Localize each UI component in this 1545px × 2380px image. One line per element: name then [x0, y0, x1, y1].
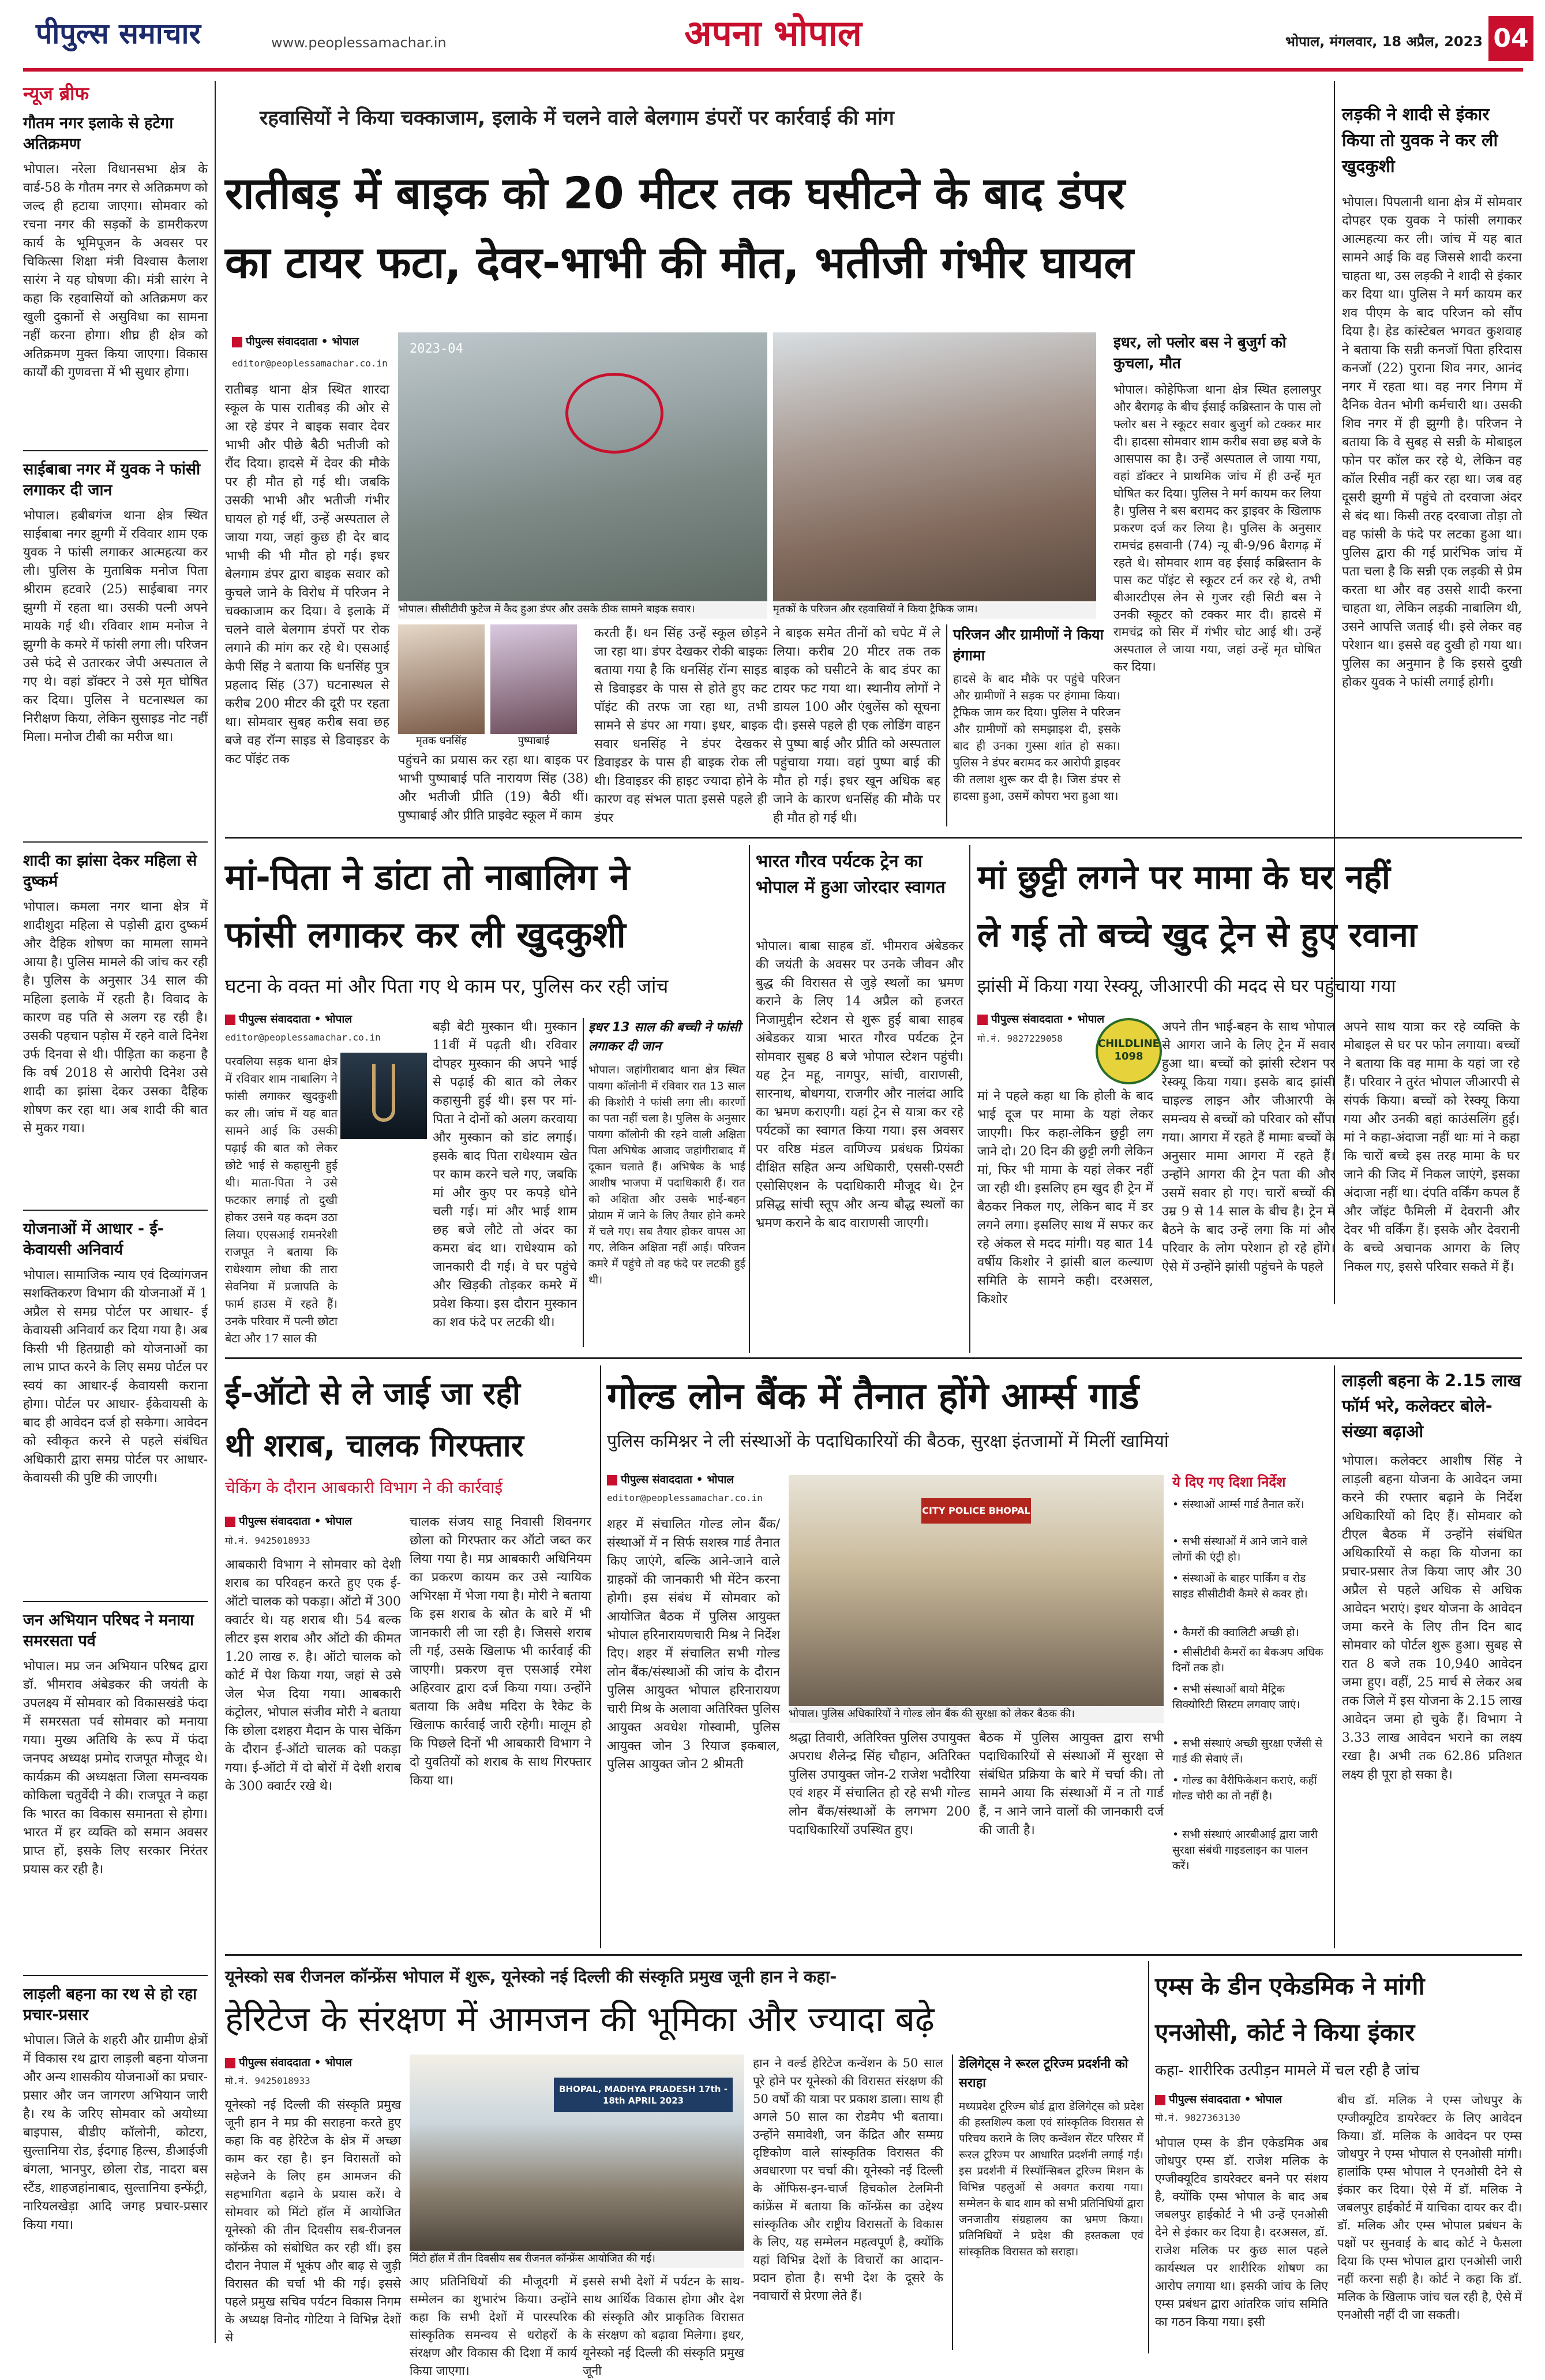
byline-text: पीपुल्स संवाददाता • भोपाल: [621, 1473, 734, 1486]
story-deck: कहा- शारीरिक उत्पीड़न मामले में चल रही है जांच: [1155, 2062, 1420, 2079]
directive-item: • सभी संस्थाओं बायो मैट्रिक सिक्योरिटी सिस्टम लगवाए जाएं।: [1172, 1683, 1300, 1711]
brief-title: साईबाबा नगर में युवक ने फांसी लगाकर दी जान: [23, 461, 201, 499]
story-headline: भारत गौरव पर्यटक ट्रेन का भोपाल में हुआ जोरदार स्वागत: [756, 851, 946, 897]
story-deck: झांसी में किया गया रेस्क्यू, जीआरपी की मदद से घर पहुंचाया गया: [977, 976, 1396, 997]
victim-photo: [490, 624, 577, 734]
byline-marker-icon: [225, 1015, 235, 1025]
sidebox-body: हादसे के बाद मौके पर पहुंचे परिजन और ग्रामीणों ने सड़क पर हंगामा किया। ट्रैफिक जाम कर दिया। पुलिस ने परिजन और ग्रामीणों को समझाइश दी, इसके बाद ही उनका गुस्सा शांत हो सका। पुलिस ने डंपर बरामद कर आरोपी ड्राइवर की तलाश शुरू कर दी है। जिस डंपर से हादसा हुआ, उसमें कोपरा भरा हुआ था।: [953, 672, 1120, 803]
police-banner: CITY POLICE BHOPAL: [921, 1498, 1031, 1524]
low-floor-bus-story: [1108, 332, 1327, 829]
directive-item: • कैमरों की क्वालिटी अच्छी हो।: [1172, 1626, 1299, 1639]
story-column-1: परवलिया सड़क थाना क्षेत्र में रविवार शाम नाबालिग ने फांसी लगाकर खुदकुशी कर ली। जांच में यह बात सामने आई कि उसकी पढ़ाई की बात को लेकर छोटे भाई से कहासुनी हुई थी। माता-पिता ने उसे फटकार लगाई तो दुखी होकर उसने यह कदम उठा लिया। एएसआई रामनरेशी राजपूत ने बताया कि राधेश्याम लोधा की तारा सेवनिया में प्रजापति के फार्म हाउस में रहते हैं। उनके परिवार में पत्नी छोटा बेटा और 17 साल की: [225, 1054, 337, 1345]
byline-text: पीपुल्स संवाददाता • भोपाल: [246, 335, 359, 348]
sidebox-title: इधर 13 साल की बच्ची ने फांसी लगाकर दी जान: [588, 1020, 741, 1054]
photo-caption: भोपाल। सीसीटीवी फुटेज में कैद हुआ डंपर और उसके ठीक सामने बाइक सवार।: [398, 603, 767, 619]
story-column-1: यूनेस्को नई दिल्ली की संस्कृति प्रमुख जूनी हान ने मप्र की सराहना करते हुए कहा कि वह हेरिटेज के क्षेत्र में अच्छा काम कर रहा है। इन विरासतों को सहेजने के लिए हम आमजन की सहभागिता बढ़ाने के प्रयास करें। वे सोमवार को मिंटो हॉल में आयोजित यूनेस्को की तीन दिवसीय सब-रीजनल कॉन्फ्रेंस को संबोधित कर रही थीं। इस दौरान नेपाल में भूकंप और बाढ़ से जुड़ी विरासत की चर्चा भी की गई। इससे पहले प्रमुख सचिव पर्यटन विकास निगम के अध्यक्ष विनोद गोटिया ने विभिन्न देशों से: [225, 2098, 401, 2344]
story-email[interactable]: editor@peoplessamachar.co.in: [225, 1032, 381, 1043]
story-headline: हेरिटेज के संरक्षण में आमजन की भूमिका और ज्यादा बढ़े: [225, 1999, 935, 2040]
story-column-2: बड़ी बेटी मुस्कान थी। मुस्कान 11वीं में पढ़ती थी। रविवार दोपहर मुस्कान की अपने भाई से पढ़ाई की बात को लेकर कहासुनी हुई थी। इस पर मां-पिता ने दोनों को अलग करवाया और मुस्कान को डांट लगाई। इसके बाद पिता राधेश्याम खेत पर काम करने चले गए, जबकि मां और कुए पर कपड़े धोने चली गई। मां और भाई शाम छह बजे लौटे तो अंदर का कमरा बंद था। राधेश्याम को जानकारी दी गई। वे घर पहुंचे और खिड़की तोड़कर कमरे में प्रवेश किया। इस दौरान मुस्कान का शव फंदे पर लटकी थी।: [433, 1020, 577, 1330]
byline-text: पीपुल्स संवाददाता • भोपाल: [239, 1515, 352, 1528]
story-column-2: आए प्रतिनिधियों की मौजूदगी में सम्मेलन का शुभारंभ किया। उन्होंने कहा कि सभी देशों में पारस्परिक सांस्कृतिक समन्वय से धरोहरों के संरक्षण और विकास की दिशा में कार्य किया जाएगा।: [410, 2274, 577, 2378]
story-column-1: भोपाल एम्स के डीन एकेडमिक अब जोधपुर एम्स डॉ. राजेश मलिक के एग्जीक्यूटिव डायरेक्टर बनने पर संशय है, क्योंकि एम्स भोपाल के बाद अब जबलपुर हाईकोर्ट ने भी उन्हें एनओसी देने से इंकार कर दिया है। दरअसल, डॉ. राजेश मलिक पर कुछ साल पहले कार्यस्थल पर शारीरिक शोषण का आरोप लगाया था। इसकी जांच के लिए एम्स प्रबंधन द्वारा आंतरिक जांच समिति का गठन किया गया। इसी: [1155, 2136, 1328, 2329]
right-story-title: लाड़ली बहना के 2.15 लाख फॉर्म भरे, कलेक्टर बोले-संख्या बढ़ाओ: [1342, 1371, 1521, 1441]
brief-item: [23, 1219, 208, 1594]
children-train-story: [977, 845, 1522, 1353]
story-column-3: बैठक में पुलिस आयुक्त द्वारा सभी पदाधिकारियों से संस्थाओं में सुरक्षा से संबंधित प्रक्रिया के बारे में चर्चा की। तो सामने आया कि संस्थाओं में न तो गार्ड हैं, न आने जाने वालों की जानकारी दर्ज की जाती है।: [979, 1731, 1164, 1838]
story-byline: [225, 1011, 398, 1027]
lead-column-3: करती हैं। धन सिंह उन्हें स्कूल छोड़ने जा रहा था। डंपर देखकर रोकी बाइकः बताया गया है कि धनसिंह रॉन्ग साइड से डिवाइडर के पास से होते हुए कट पॉइंट की तरफ जा रहा था, तभी सामने से डंपर आ गया। इधर, बाइक सवार धनसिंह ने डंपर देखकर डिवाइडर के पास ही बाइक रोक ली थी। डिवाइडर की हाइट ज्यादा होने के कारण वह संभल पाता इससे पहले ही डंपर: [594, 626, 767, 825]
brief-item: [23, 1984, 208, 2342]
cctv-timestamp: 2023-04: [410, 342, 463, 356]
story-column-1: आबकारी विभाग ने सोमवार को देशी शराब का परिवहन करते हुए एक ई-ऑटो चालक को पकड़ा। ऑटो में 300 क्वार्टर थे। यह शराब थी। 54 बल्क लीटर इस शराब और ऑटो की कीमत 1.20 लाख रु. है। ऑटो चालक को कोर्ट में पेश किया गया, जहां से उसे जेल भेज दिया गया। आबकारी कंट्रोलर, भोपाल संजीव मोरी ने बताया कि छोला दशहरा मैदान के पास चेकिंग के दौरान ई-ऑटो चालक को पकड़ा गया। ई-ऑटो में दो बोरों में देशी शराब के 300 क्वार्टर रखे थे।: [225, 1558, 401, 1794]
column-divider: [1334, 1365, 1335, 1948]
masthead: [0, 0, 1545, 68]
story-headline: ई-ऑटो से ले जाई जा रही: [225, 1375, 520, 1412]
story-headline: मां छुट्टी लगने पर मामा के घर नहीं: [977, 858, 1390, 897]
right-story-title: लड़की ने शादी से इंकार किया तो युवक ने कर ली खुदकुशी: [1342, 104, 1498, 177]
highlight-circle-icon: [565, 373, 663, 454]
dateline: भोपाल, मंगलवार, 18 अप्रैल, 2023: [1285, 33, 1483, 50]
conference-photo: [410, 2055, 744, 2251]
story-byline: [225, 1513, 398, 1529]
column-divider: [749, 845, 750, 1353]
lead-column-4: ने बाइक समेत तीनों को चपेट में ले लिया। करीब 20 मीटर तक तक बाइक को घसीटने के बाद डंपर का टायर फट गया था। स्थानीय लोगों ने डायल 100 और एंबुलेंस को सूचना दी। इससे पहले ही एक लोडिंग वाहन से पुष्पा बाई और प्रीति को अस्पताल पहुंचाया गया। वहां पुष्पा बाई की मौत हो गई। इधर खून अधिक बह जाने के कारण धनसिंह की मौके पर ही मौत हो गई थी।: [773, 626, 940, 825]
story-kicker: यूनेस्को सब रीजनल कॉन्फ्रेंस भोपाल में शुरू, यूनेस्को नई दिल्ली की संस्कृति प्रमुख जूनी हान ने कहा-: [225, 1967, 837, 1986]
story-mobile[interactable]: मो.नं. 9425018933: [225, 2075, 310, 2086]
photo-caption: मृतकों के परिजन और रहवासियों ने किया ट्रैफिक जाम।: [773, 603, 1096, 619]
brief-body: भोपाल। मप्र जन अभियान परिषद द्वारा डॉ. भीमराव अंबेडकर की जयंती के उपलक्ष्य में सोमवार को विकासखंडे फंदा में समरसता पर्व सोमवार को मनाया गया। मुख्य अतिथि के रूप में फंदा जनपद अध्यक्ष प्रमोद राजपूत मौजूद थे। कार्यक्रम की अध्यक्षता जिला समन्वयक कोकिला चतुर्वेदी ने की। राजपूत ने कहा कि भारत का विकास समानता से होगा। भारत में हर व्यक्ति को समान अवसर प्राप्त हों, इसके लिए सरकार निरंतर प्रयास कर रही है।: [23, 1659, 208, 1877]
cctv-photo: [398, 332, 767, 601]
newspaper-logo: पीपुल्स समाचार: [36, 17, 201, 50]
byline-marker-icon: [225, 2058, 235, 2068]
lead-email[interactable]: editor@peoplessamachar.co.in: [232, 358, 388, 369]
brief-divider: [23, 1975, 208, 1976]
story-headline-2: थी शराब, चालक गिरफ्तार: [225, 1427, 524, 1464]
brief-item: [23, 459, 208, 835]
brief-divider: [23, 450, 208, 451]
story-deck: घटना के वक्त मां और पिता गए थे काम पर, पुलिस कर रही जांच: [225, 975, 669, 997]
column-divider: [600, 1365, 601, 1948]
brief-body: भोपाल। नरेला विधानसभा क्षेत्र के वार्ड-58 के गौतम नगर से अतिक्रमण को जल्द ही हटाया जाएगा। सोमवार को रचना नगर की सड़कों के डामरीकरण कार्य के भूमिपूजन के अवसर पर चिकित्सा शिक्षा मंत्री विश्वास कैलाश सारंग ने यह घोषणा की। मंत्री सारंग ने कहा कि रहवासियों को अतिक्रमण कर खुली दुकानों से असुविधा का सामना नहीं करना होगा। शीघ्र ही क्षेत्र को अतिक्रमण मुक्त किया जाएगा। विकास कार्यों की गुणवत्ता में भी सुधार होगा।: [23, 162, 208, 380]
byline-marker-icon: [977, 1015, 988, 1025]
brief-item: [23, 113, 208, 443]
lead-story: [225, 75, 1327, 831]
story-column-3: अपने साथ यात्रा कर रहे व्यक्ति के मोबाइल से घर पर फोन लगाया। बच्चों ने बताया कि वह मामा के यहां जा रहे हैं। परिवार ने तुरंत भोपाल जीआरपी से संपर्क किया। बच्चों को रेस्क्यू किया गया और उनकी बहां काउंसलिंग हुई। मां ने कहा-अंदाजा नहीं थाः मां ने कहा कि चारों बच्चे इस तरह मामा के घर जाने की जिद में निकल जाएंगे, इसका अंदाजा नहीं था। दंपति वर्किंग कपल हैं और जॉइंट फैमिली में देवरानी और देवर भी वर्किंग हैं। इसके और देवरानी के बच्चे अचानक आगरा के लिए निकल गए, इससे परिवार सकते में हैं।: [1344, 1020, 1520, 1274]
lead-headline-2: का टायर फटा, देवर-भाभी की मौत, भतीजी गंभीर घायल: [225, 237, 1134, 288]
brief-title: योजनाओं में आधार - ई-केवायसी अनिवार्य: [23, 1220, 164, 1259]
story-headline-2: फांसी लगाकर कर ली खुदकुशी: [225, 914, 626, 956]
minor-suicide-story: [225, 845, 744, 1353]
brief-label: न्यूज ब्रीफ: [23, 83, 89, 104]
aiims-dean-story: [1155, 1961, 1524, 2353]
directive-item: • सीसीटीवी कैमरों का बैकअप अधिक दिनों तक हो।: [1172, 1646, 1323, 1674]
story-sidebox: [583, 1018, 744, 1347]
directives-box: [1172, 1472, 1328, 1945]
police-meeting-photo: [789, 1475, 1164, 1706]
story-byline: [225, 2055, 398, 2071]
story-column-1: शहर में संचालित गोल्ड लोन बैंक/संस्थाओं में न सिर्फ सशस्त्र गार्ड तैनात किए जाएंगे, बल्कि आने-जाने वाले ग्राहकों की जानकारी भी मेंटेन करना होगी। इस संबंध में सोमवार को आयोजित बैठक में पुलिस आयुक्त भोपाल हरिनारायणचारी मिश्र ने निर्देश दिए। शहर में संचालित सभी गोल्ड लोन बैंक/संस्थाओं की जांच के दौरान पुलिस आयुक्त भोपाल हरिनारायण चारी मिश्र के अलावा अतिरिक्त पुलिस आयुक्त अवधेश गोस्वामी, पुलिस आयुक्त जोन 3 रियाज इकबाल, पुलिस आयुक्त जोन 2 श्रीमती: [607, 1517, 780, 1772]
sidebar-story-title: इधर, लो फ्लोर बस ने बुजुर्ग को कुचला, मौत: [1113, 334, 1287, 372]
section-divider: [225, 1954, 1522, 1956]
photo-caption: मिंटो हॉल में तीन दिवसीय सब रीजनल कॉन्फ्रेंस आयोजित की गई।: [410, 2252, 744, 2268]
sidebox-title: परिजन और ग्रामीणों ने किया हंगामा: [953, 626, 1104, 664]
story-body: भोपाल। बाबा साहब डॉ. भीमराव अंबेडकर की जयंती के अवसर पर उनके जीवन और बुद्ध की विरासत से जुड़े स्थलों का भ्रमण कराने के लिए 14 अप्रैल को हजरत निजामुद्दीन स्टेशन से शुरू हुई बाबा साहब अंबेडकर यात्रा भारत गौरव पर्यटक ट्रेन सोमवार सुबह 8 बजे भोपाल स्टेशन पहुंची। यह ट्रेन महू, नागपुर, सांची, वाराणसी, सारनाथ, बोधगया, राजगीर और नालंदा आदि का भ्रमण कराएगी। यहां ट्रेन से यात्रा कर रहे पर्यटकों का स्वागत किया गया। इस अवसर पर वरिष्ठ मंडल वाणिज्य प्रबंधक प्रियंका दीक्षित सहित अन्य अधिकारी, एससी-एसटी एसोसिएशन के पदाधिकारी मौजूद थे। ट्रेन प्रसिद्ध सांची स्तूप और अन्य बौद्ध स्थलों का भ्रमण कराने के बाद वाराणसी जाएगी।: [756, 939, 963, 1230]
brief-title: लाड़ली बहना का रथ से हो रहा प्रचार-प्रसार: [23, 1985, 197, 2024]
gold-loan-story: [607, 1365, 1328, 1948]
story-email[interactable]: editor@peoplessamachar.co.in: [607, 1492, 763, 1503]
brief-body: भोपाल। जिले के शहरी और ग्रामीण क्षेत्रों में विकास रथ द्वारा लाड़ली बहना योजना और अन्य शासकीय योजनाओं का प्रचार-प्रसार और जन जागरण अभियान जारी है। रथ के जरिए सोमवार को अयोध्या बाइपास, बीडीए कॉलोनी, कोटरा, सुल्तानिया रोड, ईदगाह हिल्स, डीआईजी बंगला, भानपुर, छोला रोड, नादरा बस स्टैंड, शाहजहांनाबाद, सुल्तानिया इन्फेंट्री, नारियलखेड़ा आदि जगह प्रचार-प्रसार किया गया।: [23, 2033, 208, 2232]
victim-photo: [398, 624, 485, 734]
brief-item: [23, 851, 208, 1203]
story-byline: [1155, 2091, 1322, 2108]
conference-banner: BHOPAL, MADHYA PRADESH 17th - 18th APRIL 2023: [554, 2078, 733, 2112]
sidebox-title: डेलिगेट्स ने रूरल टूरिज्म प्रदर्शनी को सराहा: [959, 2057, 1128, 2090]
byline-marker-icon: [232, 337, 242, 347]
directive-item: • संस्थाओं आर्म्स गार्ड तैनात करें।: [1172, 1498, 1304, 1511]
section-divider: [225, 1357, 1522, 1359]
masthead-rule: [23, 68, 1523, 72]
directive-item: • सभी संस्थाएं अच्छी सुरक्षा एजेंसी से गार्ड की सेवाएं लें।: [1172, 1737, 1323, 1765]
lead-column-2: पहुंचने का प्रयास कर रहा था। बाइक पर भाभी पुष्पाबाई पति नारायण सिंह (38) और भतीजी प्रीति (19) बैठी थीं। पुष्पाबाई और प्रीति प्राइवेट स्कूल में काम: [398, 753, 588, 823]
childline-logo: CHILDLINE 1098: [1096, 1018, 1162, 1084]
sidebox-body: भोपाल। जहांगीराबाद थाना क्षेत्र स्थित पायगा कॉलोनी में रविवार रात 13 साल की किशोरी ने फांसी लगा ली। कारणों का पता नहीं चला है। पुलिस के अनुसार पायगा कॉलोनी की रहने वाली अक्षिता पिता अभिषेक आजाद जहांगीराबाद में दूकान चलाते हैं। अभिषेक के भाई आशीष भाजपा में पदाधिकारी हैं। रात को अक्षिता और उसके भाई-बहन प्रोग्राम में जाने के लिए तैयार होने कमरे में चले गए। सब तैयार होकर वापस आ गए, लेकिन अक्षिता नहीं आई। परिजन कमरे में पहुंचे तो वह फंदे पर लटकी हुई थी।: [588, 1064, 745, 1286]
story-headline: मां-पिता ने डांटा तो नाबालिग ने: [225, 856, 630, 898]
column-divider: [215, 81, 216, 2343]
byline-text: पीपुल्स संवाददाता • भोपाल: [239, 2056, 352, 2069]
lead-byline: [232, 334, 393, 351]
story-byline: [607, 1472, 780, 1488]
column-divider: [969, 845, 970, 1353]
story-column-2: चालक संजय साहू निवासी शिवनगर छोला को गिरफ्तार कर ऑटो जब्त कर लिया गया है। मप्र आबकारी अधिनियम का प्रकरण कायम कर उसे न्यायिक अभिरक्षा में भेजा गया है। मोरी ने बताया कि इस शराब के स्रोत के बारे में भी जानकारी ली जा रही है। जिससे शराब ली गई, उसके खिलाफ भी कार्रवाई की जाएगी। प्रकरण वृत्त एसआई रमेश अहिरवार द्वारा दर्ज किया गया। उन्होंने बताया कि अवैध मदिरा के रैकेट के खिलाफ कार्रवाई जारी रहेगी। मालूम हो कि पिछले दिनों भी आबकारी विभाग ने दो युवतियों को शराब के साथ गिरफ्तार किया था।: [410, 1515, 591, 1788]
protest-photo: [773, 332, 1096, 601]
directive-item: • संस्थाओं के बाहर पार्किंग व रोड साइड सीसीटीवी कैमरे से कवर हो।: [1172, 1572, 1308, 1600]
story-column-2: बीच डॉ. मलिक ने एम्स जोधपुर के एग्जीक्यूटिव डायरेक्टर के लिए आवेदन किया। डॉ. मलिक के आवेदन पर एम्स जोधपुर ने एम्स भोपाल से एनओसी मांगी। हालांकि एम्स भोपाल ने एनओसी देने से इंकार कर दिया। ऐसे में डॉ. मलिक ने जबलपुर हाईकोर्ट में याचिका दायर कर दी। डॉ. मलिक और एम्स भोपाल प्रबंधन के पक्षों पर सुनवाई के बाद कोर्ट ने फैसला दिया कि एम्स भोपाल द्वारा एनओसी जारी नहीं करना सही है। कोर्ट ने कहा कि डॉ. मलिक के खिलाफ जांच चल रही है, ऐसे में एनओसी नहीं दी जा सकती।: [1337, 2093, 1522, 2322]
brief-body: भोपाल। हबीबगंज थाना क्षेत्र स्थित साईबाबा नगर झुग्गी में रविवार शाम एक युवक ने फांसी लगाकर आत्महत्या कर ली। पुलिस के मुताबिक मनोज पिता श्रीराम हटवारे (25) साईबाबा नगर झुग्गी में रहता था। उसकी पत्नी अपने मायके गई थी। रविवार शाम मनोज ने झुग्गी के कमरे में फांसी लगा ली। परिजन उसे फंदे से उतारकर जेपी अस्पताल ले गए थे। वहां डॉक्टर ने उसे मृत घोषित कर दिया। पुलिस ने घटनास्थल का निरीक्षण किया, लेकिन सुसाइड नोट नहीं मिला। मनोज टीबी का मरीज था।: [23, 508, 208, 744]
photo-caption: भोपाल। पुलिस अधिकारियों ने गोल्ड लोन बैंक की सुरक्षा को लेकर बैठक की।: [789, 1707, 1164, 1723]
right-story-body: भोपाल। कलेक्टर आशीष सिंह ने लाड़ली बहना योजना के आवेदन जमा करने की रफ्तार बढ़ाने के निर्देश अधिकारियों को दिए हैं। सोमवार को टीएल बैठक में उन्होंने संबंधित अधिकारियों से कहा कि योजना का प्रचार-प्रसार तेज किया जाए और 30 अप्रैल से पहले अधिक से अधिक आवेदन भराएं। इधर योजना के आवेदन जमा करने के लिए तीन दिन बाद सोमवार को पोर्टल शुरू हुआ। सुबह से रात 8 बजे तक 10,940 आवेदन जमा हुए। वहीं, 25 मार्च से लेकर अब तक जिले में इस योजना के 2.15 लाख आवेदन जमा हो चुके हैं। विभाग ने 3.33 लाख आवेदन भराने का लक्ष्य रखा है। अभी तक 62.86 प्रतिशत लक्ष्य ही पूरा हो सका है।: [1342, 1454, 1522, 1782]
news-brief-column: [23, 81, 208, 2343]
website-url[interactable]: www.peoplessamachar.in: [271, 35, 447, 51]
story-headline-2: एनओसी, कोर्ट ने किया इंकार: [1155, 2018, 1415, 2046]
column-divider: [1148, 1961, 1149, 2353]
byline-marker-icon: [225, 1517, 235, 1527]
byline-text: पीपुल्स संवाददाता • भोपाल: [239, 1013, 352, 1026]
byline-text: पीपुल्स संवाददाता • भोपाल: [991, 1013, 1105, 1026]
story-headline: एम्स के डीन एकेडमिक ने मांगी: [1155, 1972, 1425, 2000]
brief-title: शादी का झांसा देकर महिला से दुष्कर्म: [23, 852, 197, 890]
byline-marker-icon: [607, 1475, 617, 1485]
directives-title: ये दिए गए दिशा निर्देश: [1172, 1474, 1286, 1490]
story-mobile[interactable]: मो.नं. 9827229058: [977, 1033, 1063, 1044]
story-column-4: इससे सभी देशों में पर्यटन के साथ-साथ आर्थिक विकास होगा और देश की संस्कृति और प्राकृतिक विरासत के संरक्षण को बढ़ावा मिलेगा। इधर, यूनेस्को नई दिल्ली की संस्कृति प्रमुख जूनी: [583, 2274, 744, 2378]
brief-body: भोपाल। कमला नगर थाना क्षेत्र में शादीशुदा महिला से पड़ोसी द्वारा दुष्कर्म और दैहिक शोषण का मामला सामने आया है। पुलिस मामले की जांच कर रही है। पुलिस के अनुसार 34 साल की महिला इलाके में रहती है। विवाद के कारण वह पति से अलग रह रही है। उसकी पहचान पड़ोस में रहने वाले दिनेश उर्फ दिनवा से थी। पीड़िता का कहना है कि वर्ष 2018 से आरोपी दिनेश उसे शादी का झांसा देकर उसका दैहिक शोषण कर रहा था। अब शादी की बात से मुकर गया।: [23, 900, 208, 1136]
lead-column-1: रातीबड़ थाना क्षेत्र स्थित शारदा स्कूल के पास रातीबड़ की ओर से आ रहे डंपर ने बाइक सवार देवर भाभी और पीछे बैठी भतीजी को रौंद दिया। हादसे में देवर की मौके पर ही मौत हो गई थी। जबकि उसकी भाभी और भतीजी गंभीर घायल हो गई थीं, उन्हें अस्पताल ले जाया गया, जहां कुछ ही देर बाद भाभी की भी मौत हो गई। इधर बेलगाम डंपर द्वारा बाइक सवार को कुचले जाने के विरोध में परिजन ने चक्काजाम कर दिया। वे इलाके में चलने वाले बेलगाम डंपरों पर रोक लगाने की मांग कर रहे थे। एसआई केपी सिंह ने बताया कि धनसिंह पुत्र प्रहलाद सिंह (37) घटनास्थल से करीब 200 मीटर की दूरी पर रहता था। सोमवार सुबह करीब सवा छह बजे वह रॉन्ग साइड से डिवाइडर के कट पॉइंट तक: [225, 383, 389, 766]
byline-text: पीपुल्स संवाददाता • भोपाल: [1169, 2093, 1282, 2106]
sidebar-story-body: भोपाल। कोहेफिजा थाना क्षेत्र स्थित हलालपुर और बैरागढ़ के बीच ईसाई कब्रिस्तान के पास लो फ्लोर बस ने स्कूटर सवार बुजुर्ग को टक्कर मार दी। हादसा सोमवार शाम करीब सवा छह बजे के आसपास का है। उन्हें अस्पताल ले जाया गया, वहां डॉक्टर ने प्राथमिक जांच में ही उन्हें मृत घोषित कर दिया। पुलिस ने मर्ग कायम कर लिया है। पुलिस ने बस बरामद कर ड्राइवर के खिलाफ प्रकरण दर्ज कर लिया है। पुलिस के अनुसार रामचंद्र हसवानी (74) न्यू बी-9/96 बैरागढ़ में रहते थे। सोमवार शाम वह ईसाई कब्रिस्तान के पास कट पॉइंट से स्कूटर टर्न कर रहे थे, तभी बीआरटीएस लेन से गुजर रही सिटी बस ने उनकी स्कूटर को टक्कर मार दी। हादसे में रामचंद्र को सिर में गंभीर चोट आई थी। उन्हें अस्पताल ले जाया गया, जहां उन्हें मृत घोषित कर दिया।: [1113, 383, 1321, 673]
lead-kicker: रहवासियों ने किया चक्काजाम, इलाके में चलने वाले बेलगाम डंपरों पर कार्रवाई की मांग: [260, 107, 894, 130]
bharat-gaurav-train-story: [756, 845, 963, 1353]
noose-icon: [372, 1064, 395, 1122]
right-story: [1342, 81, 1522, 831]
sidebox-body: मध्यप्रदेश टूरिज्म बोर्ड द्वारा डेलिगेट्स को प्रदेश की हस्तशिल्प कला एवं सांस्कृतिक विरासत से परिचय कराने के लिए कन्वेंशन सेंटर परिसर में रूरल टूरिज्म पर आधारित प्रदर्शनी लगाई गई। इस प्रदर्शनी में रिस्पॉन्सिबल टूरिज्म मिशन के विभिन्न पहलुओं से अवगत कराया गया। सम्मेलन के बाद शाम को सभी प्रतिनिधियों द्वारा जनजातीय संग्रहालय का भ्रमण किया। प्रतिनिधियों ने प्रदेश की हस्तकला एवं सांस्कृतिक विरासत को सराहा।: [959, 2100, 1143, 2258]
section-title: अपना भोपाल: [684, 12, 862, 54]
brief-divider: [23, 841, 208, 843]
story-deck: चेकिंग के दौरान आबकारी विभाग ने की कार्रवाई: [225, 1478, 503, 1497]
noose-photo: [340, 1053, 427, 1139]
e-auto-liquor-story: [225, 1365, 594, 1948]
victim-caption: पुष्पाबाई: [490, 734, 577, 749]
brief-divider: [23, 1210, 208, 1211]
page-number: 04: [1488, 16, 1533, 61]
story-mobile[interactable]: मो.नं. 9827363130: [1155, 2112, 1240, 2123]
brief-divider: [23, 1601, 208, 1602]
story-column-3: हान ने वर्ल्ड हेरिटेज कन्वेंशन के 50 साल पूरे होने पर यूनेस्को की विरासत संरक्षण की 50 वर्षों की यात्रा पर प्रकाश डाला। साथ ही अगले 50 साल का रोडमैप भी बताया। उन्होंने समावेशी, जन केंद्रित और सम्मग्र दृष्टिकोण वाले सांस्कृतिक विरासत की अवधारणा पर चर्चा की। यूनेस्को नई दिल्ली के ऑफिस-इन-चार्ज हिचकोल टेलमिनी कांफ्रेंस में बताया कि कॉन्फ्रेंस का उद्देश्य सांस्कृतिक और राष्ट्रीय विरासतों के विकास के लिए, यह सम्मेलन महत्वपूर्ण है, क्योंकि यहां विभिन्न देशों के विचारों का आदान-प्रदान होता है। सभी देश के दूसरे के नवाचारों से प्रेरणा लेते हैं।: [753, 2056, 943, 2303]
brief-title: जन अभियान परिषद ने मनाया समरसता पर्व: [23, 1611, 194, 1650]
directive-item: • सभी संस्थाओं में आने जाने वाले लोगों की एंट्री हो।: [1172, 1535, 1308, 1563]
directive-item: • सभी संस्थाएं आरबीआई द्वारा जारी सुरक्षा संबंधी गाइडलाइन का पालन करें।: [1172, 1828, 1318, 1872]
right-story: [1342, 1365, 1522, 1948]
byline-marker-icon: [1155, 2095, 1165, 2105]
right-story-body: भोपाल। पिपलानी थाना क्षेत्र में सोमवार दोपहर एक युवक ने फांसी लगाकर आत्महत्या कर ली। जांच में यह बात सामने आई कि वह जिससे शादी करना चाहता था, उस लड़की ने शादी से इंकार कर दिया था। पुलिस ने मर्ग कायम कर शव पीएम के बाद परिजन को सौंप दिया है। हेड कांस्टेबल भगवत कुशवाह ने बताया कि सन्नी कनजॉ पिता हरिदास कनजॉ (22) पुराना शिव नगर, आनंद नगर में रहता था। वह नगर निगम में दैनिक वेतन भोगी कर्मचारी था। उसकी शिव नगर में ही झुग्गी है। परिजन ने बताया कि वे सुबह से सन्नी के मोबाइल फोन पर कॉल कर रहे थे, लेकिन वह कॉल रिसीव नहीं कर रहा था। जब वह दूसरी झुग्गी में पहुंचे तो दरवाजा अंदर से बंद था। किसी तरह दरवाजा तोड़ा तो वह फांसी के फंदे पर लटका हुआ था। पुलिस द्वारा की गई प्रारंभिक जांच में पता चला है कि सन्नी एक लड़की से प्रेम करता था और वह उससे शादी करना चाहता था, लेकिन लड़की नाबालिग थी, उसने आपत्ति जताई थी। इसे लेकर वह परेशान था। इससे वह दुखी हो गया था। पुलिस का अनुमान है कि इससे दुखी होकर युवक ने फांसी लगाई होगी।: [1342, 195, 1522, 690]
exhibition-box: [952, 2055, 1142, 2350]
unesco-story: [225, 1961, 1143, 2378]
lead-sidebox: [946, 624, 1119, 826]
brief-body: भोपाल। सामाजिक न्याय एवं दिव्यांगजन सशक्तिकरण विभाग की योजनाओं में 1 अप्रैल से समग्र पोर्टल पर आधार- ई केवायसी अनिवार्य कर दिया गया है। अब किसी भी हितग्राही को योजनाओं का लाभ प्राप्त करने के लिए समग्र पोर्टल पर स्वयं का आधार-ई केवायसी कराना होगा। पोर्टल पर आधार- ईकेवायसी के बाद ही आवेदन दर्ज हो सकेगा। आवेदन को स्वीकृत करने से पहले संबंधित अधिकारी द्वारा समग्र पोर्टल पर आधार-केवायसी की पुष्टि की जाएगी।: [23, 1268, 208, 1485]
story-headline: गोल्ड लोन बैंक में तैनात होंगे आर्म्स गार्ड: [607, 1375, 1139, 1418]
story-column-2: श्रद्धा तिवारी, अतिरिक्त पुलिस उपायुक्त अपराध शैलेन्द्र सिंह चौहान, अतिरिक्त पुलिस उपायुक्त जोन-2 राजेश भदौरिया एवं शहर में संचालित हो रहे सभी गोल्ड लोन बैंक/संस्थाओं के लगभग 200 पदाधिकारियों उपस्थित हुए।: [789, 1731, 970, 1838]
story-deck: पुलिस कमिश्नर ने ली संस्थाओं के पदाधिकारियों की बैठक, सुरक्षा इंतजामों में मिलीं खामियां: [607, 1431, 1169, 1451]
victim-caption: मृतक धनसिंह: [398, 734, 485, 749]
story-column-1: मां ने पहले कहा था कि होली के बाद भाई दूज पर मामा के यहां लेकर जाएगी। फिर कहा-लेकिन छुट्टी लग जाने दो। 20 दिन की छुट्टी लगी लेकिन मां, फिर भी मामा के यहां लेकर नहीं जा रही थी। इसलिए हम खुद ही ट्रेन में बैठकर निकल गए, लेकिन बाद में डर लगने लगा। इसलिए साथ में सफर कर रहे अंकल से मदद मांगी। यह बात 14 वर्षीय किशोर ने झांसी बाल कल्याण समिति के सामने कही। दरअसल, किशोर: [977, 1089, 1153, 1307]
story-column-2: अपने तीन भाई-बहन के साथ भोपाल से आगरा जाने के लिए ट्रेन में सवार हुआ था। बच्चों को झांसी स्टेशन पर रेस्क्यू किया गया। इसके बाद झांसी चाइल्ड लाइन और जीआरपी के समन्वय से बच्चों को परिवार को सौंपा गया। आगरा में रहते हैं मामाः बच्चों के अनुसार मामा आगरा में रहते हैं। उन्होंने आगरा की ट्रेन पता की और उसमें सवार हो गए। चारों बच्चों की उम्र 9 से 14 साल के बीच है। ट्रेन में बैठने के बाद उन्हें लगा कि मां और परिवार के लोग परेशान हो रहे होंगे। ऐसे में उन्होंने झांसी पहुंचने के पहले: [1162, 1020, 1335, 1274]
story-mobile[interactable]: मो.नं. 9425018933: [225, 1535, 310, 1546]
directive-item: • गोल्ड का वैरीफिकेशन कराएं, कहीं गोल्ड चोरी का तो नहीं है।: [1172, 1774, 1317, 1802]
story-headline-2: ले गई तो बच्चे खुद ट्रेन से हुए रवाना: [977, 915, 1417, 955]
lead-headline: रातीबड़ में बाइक को 20 मीटर तक घसीटने के बाद डंपर: [225, 167, 1125, 219]
section-divider: [225, 837, 1522, 839]
brief-title: गौतम नगर इलाके से हटेगा अतिक्रमण: [23, 114, 174, 153]
brief-item: [23, 1610, 208, 1968]
directive-list: [1172, 1497, 1328, 1941]
